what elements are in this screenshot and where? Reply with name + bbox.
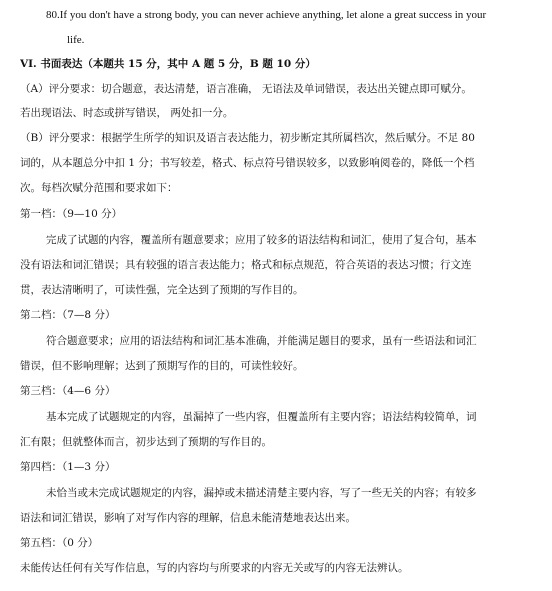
tier4-line2: 语法和词汇错误，影响了对写作内容的理解，信息未能清楚地表达出来。	[20, 512, 356, 524]
tier2-title: 第二档：（7—8 分）	[20, 309, 116, 321]
tier1-title: 第一档：（9—10 分）	[20, 208, 123, 220]
tier1-line2: 没有语法和词汇错误；具有较强的语言表达能力；格式和标点规范，符合英语的表达习惯；行文连	[20, 259, 472, 271]
q80-text-line2: life.	[67, 34, 85, 46]
section6-heading: VI. 书面表达（本题共 15 分，其中 A 题 5 分，B 题 10 分）	[20, 58, 316, 70]
tier2-line2: 错误，但不影响理解；达到了预期写作的目的，可读性较好。	[20, 360, 304, 372]
tier5-title: 第五档：（0 分）	[20, 537, 99, 549]
partB-line2: 词的，从本题总分中扣 1 分；书写较差，格式、标点符号错误较多，以致影响阅卷的，降低一个档	[20, 157, 475, 169]
partB-line3: 次。每档次赋分范围和要求如下：	[20, 182, 178, 194]
tier3-title: 第三档：（4—6 分）	[20, 385, 116, 397]
tier4-line1: 未恰当或未完成试题规定的内容，漏掉或未描述清楚主要内容，写了一些无关的内容；有较多	[46, 487, 477, 499]
tier5-line1: 未能传达任何有关写作信息，写的内容均与所要求的内容无关或写的内容无法辨认。	[20, 562, 409, 574]
tier4-title: 第四档：（1—3 分）	[20, 461, 116, 473]
tier2-line1: 符合题意要求；应用的语法结构和词汇基本准确，并能满足题目的要求，虽有一些语法和词汇	[46, 335, 477, 347]
tier1-line1: 完成了试题的内容，覆盖所有题意要求；应用了较多的语法结构和词汇，使用了复合句，基本	[46, 234, 477, 246]
tier3-line2: 汇有限；但就整体而言，初步达到了预期的写作目的。	[20, 436, 272, 448]
partA-line1: （A）评分要求：切合题意，表达清楚，语言准确， 无语法及单词错误，表达出关键点即可赋分。	[20, 83, 472, 95]
partA-line2: 若出现语法、时态或拼写错误， 两处扣一分。	[20, 107, 234, 119]
q80-text-line1: 80.If you don't have a strong body, you can never achieve anything, let alone a great success in your	[46, 9, 487, 21]
tier1-line3: 贯，表达清晰明了，可读性强，完全达到了预期的写作目的。	[20, 284, 304, 296]
tier3-line1: 基本完成了试题规定的内容，虽漏掉了一些内容，但覆盖所有主要内容；语法结构较简单，词	[46, 411, 477, 423]
partB-line1: （B）评分要求：根据学生所学的知识及语言表达能力，初步断定其所属档次，然后赋分。不足 80	[20, 132, 475, 144]
